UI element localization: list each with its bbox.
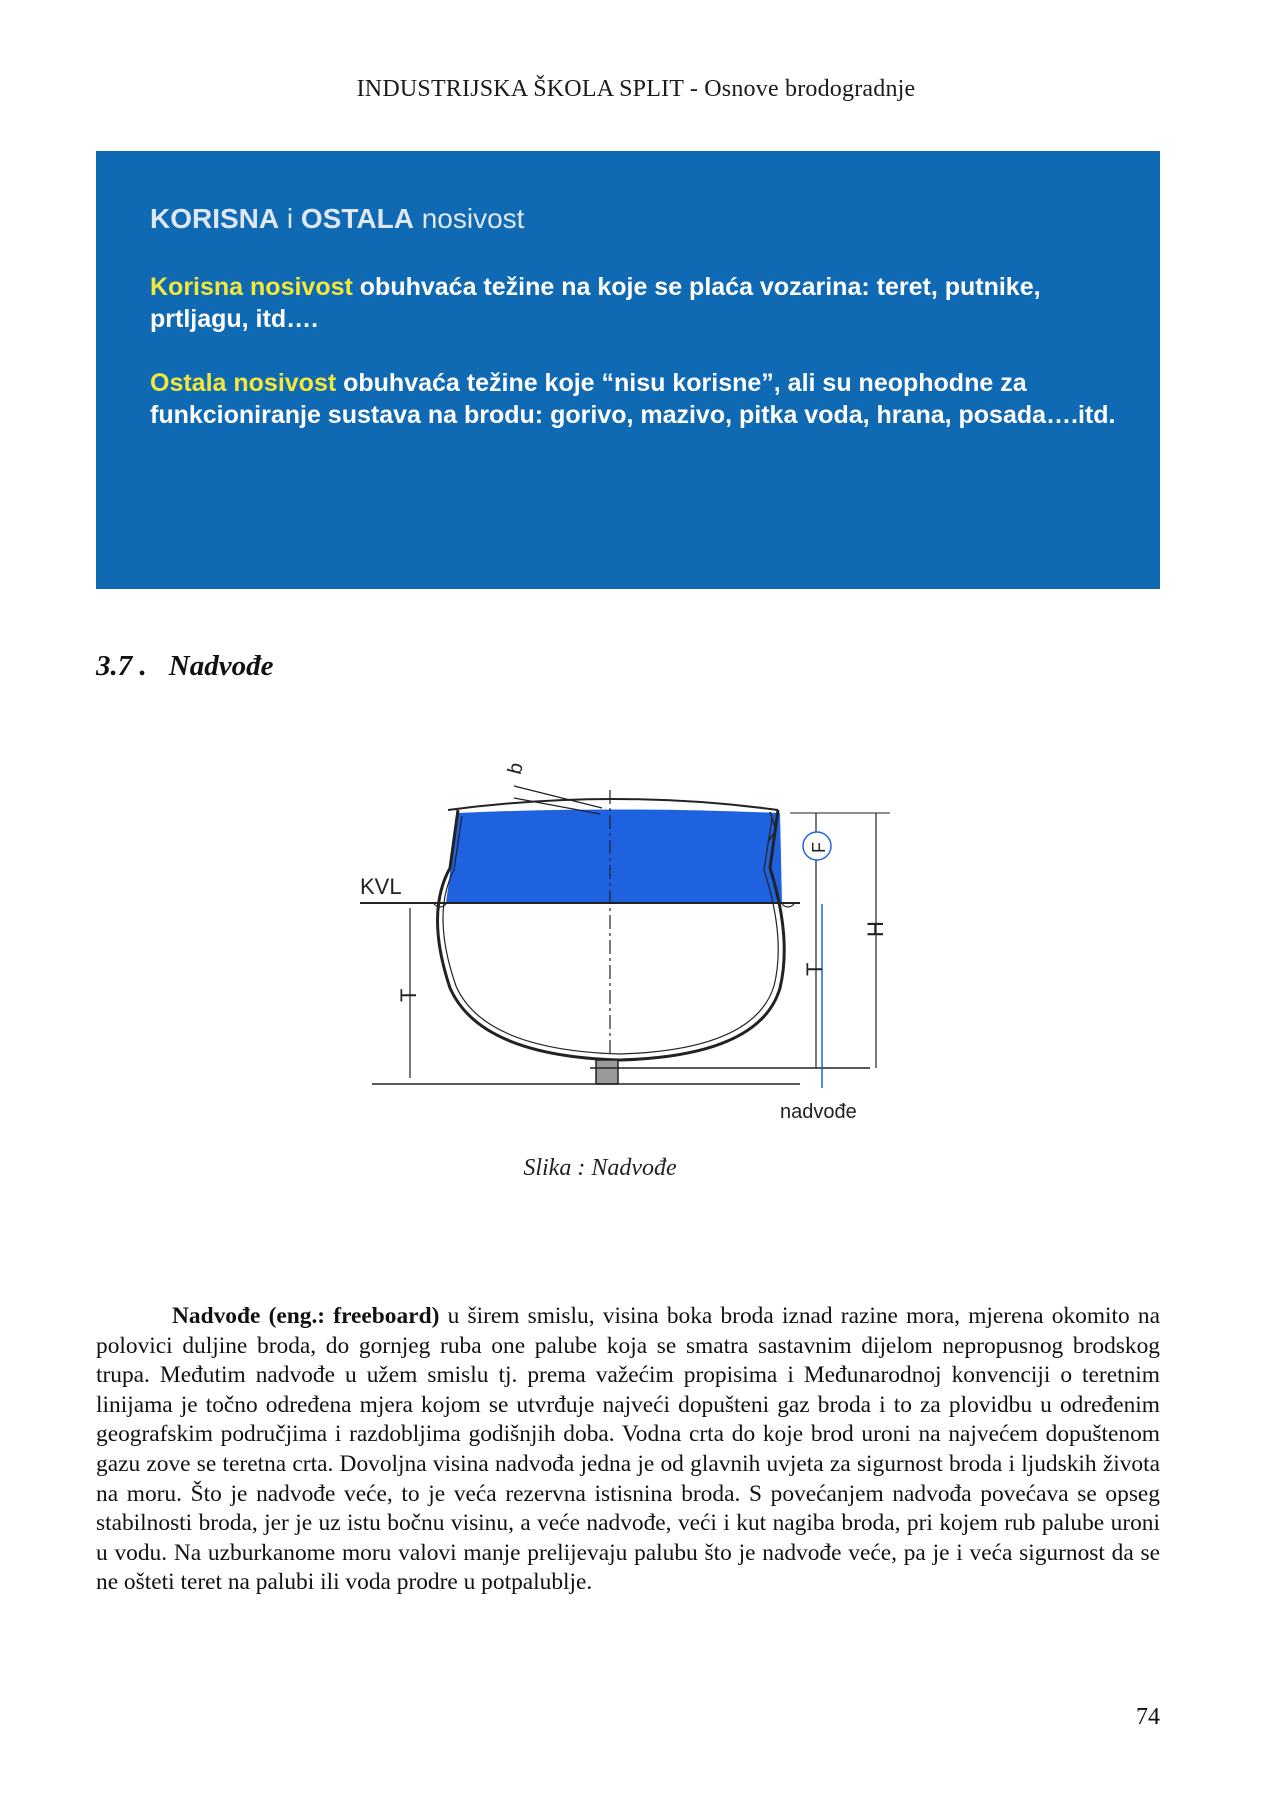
label-nadvode: nadvođe [780,1101,857,1123]
freeboard-diagram [330,738,950,1158]
slide-paragraph-ostala [150,367,1130,431]
freeboard-area [446,810,782,904]
ostala-nosivost-term: Ostala nosivost [150,369,337,397]
section-number: 3.7 . [96,650,147,682]
page-number: 74 [1136,1704,1160,1730]
slide-title-and: i [279,203,301,234]
paragraph-lead: Nadvođe (eng.: freeboard) [172,1303,440,1329]
deck-line [448,799,778,810]
slide-title-rest: nosivost [413,203,525,234]
label-h: H [863,921,888,937]
label-t-right: T [802,962,827,976]
label-f: F [809,842,829,853]
body-paragraph [96,1302,1160,1598]
keel-block [596,1060,618,1084]
korisna-nosivost-term: Korisna nosivost [150,273,353,301]
section-title: Nadvođe [168,650,274,682]
slide-title [150,203,524,235]
korisna-nosivost-definition: obuhvaća težine na koje se plaća vozarina: teret, putnike, prtljagu, itd…. [150,273,1041,333]
slide-title-korisna: KORISNA [150,203,280,234]
b-pointer [514,786,602,808]
paragraph-text: u širem smislu, visina boka broda iznad razine mora, mjerena okomito na polovici duljine broda, do gornjeg ruba one palube koja se smatra sastavnim dijelom nepropusnog brodskog trupa. Međutim nadvođe u užem smislu tj. prema važećim propisima i Međunarodnoj konvenciji o teretnim linijama je točno određena mjera kojom se utvrđuje najveći dopušteni gaz broda i to za plovidbu u određenim geografskim područjima i razdobljima godišnjih doba. Vodna crta do koje brod uroni na najvećem dopuštenom gazu zove se teretna crta. Dovoljna visina nadvođa jedna je od glavnih uvjeta za sigurnost broda i ljudskih života na moru. Što je nadvođe veće, to je veća rezervna istisnina broda. S povećanjem nadvođa povećava se opseg stabilnosti broda, jer je uz istu bočnu visinu, a veće nadvođe, veći i kut nagiba broda, pri kojem rub palube uroni u vodu. Na uzburkanome moru valovi manje prelijevaju palubu što je nadvođe veće, pa je i veća sigurnost da se ne ošteti teret na palubi ili voda prodre u potpalublje. [96,1303,1160,1596]
label-kvl: KVL [360,874,402,899]
slide-title-ostala: OSTALA [300,203,414,234]
label-t-left: T [396,988,421,1002]
slide-paragraph-korisna [150,271,1130,335]
label-b: b [503,760,528,777]
section-heading [96,650,273,683]
ostala-nosivost-definition: obuhvaća težine koje “nisu korisne”, ali su neophodne za funkcioniranje sustava na brodu: gorivo, mazivo, pitka voda, hrana, posada….itd. [150,369,1116,429]
figure-caption: Slika : Nadvođe [523,1155,677,1181]
info-slide [96,151,1160,589]
page-header: INDUSTRIJSKA ŠKOLA SPLIT - Osnove brodogradnje [356,76,916,102]
